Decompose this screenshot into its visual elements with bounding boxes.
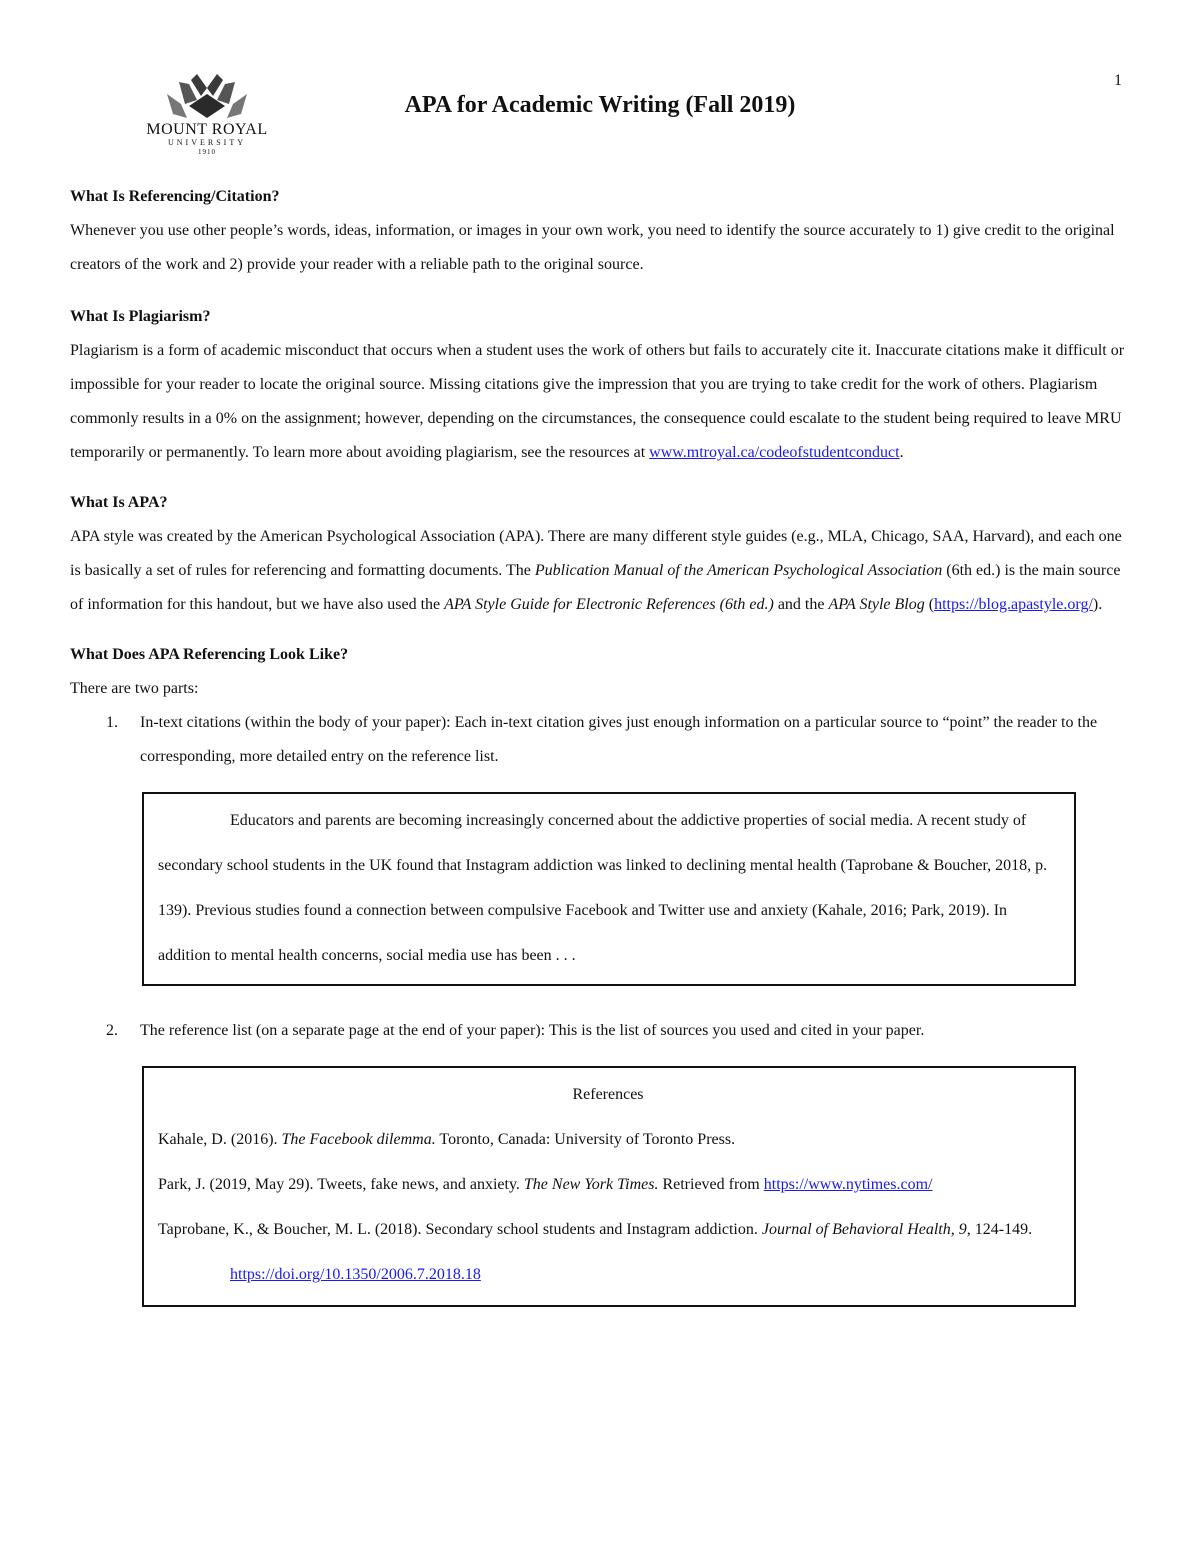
reference-text: Park, J. (2019, May 29). Tweets, fake news, and anxiety. (158, 1176, 520, 1193)
reference-list-box (142, 1066, 1076, 1307)
paragraph-text: and the (777, 596, 825, 613)
journal-title: Journal of Behavioral Health, 9, (761, 1221, 971, 1238)
reference-text: 124-149. (974, 1221, 1033, 1238)
section-heading: What Is APA? (70, 494, 168, 511)
paragraph-end: ). (1092, 596, 1103, 613)
guide-title: APA Style Guide for Electronic References (6th ed.) (444, 596, 774, 613)
newspaper-title: The New York Times. (523, 1176, 659, 1193)
reference-text: Retrieved from (662, 1176, 760, 1193)
example-paragraph: Educators and parents are becoming increasingly concerned about the addictive properties of social media. A recent study of secondary school students in the UK found that Instagram addiction was linked to declining mental health (Taprobane & Boucher, 2018, p. 139). Previous studies found a connection between compulsive Facebook and Twitter use and anxiety (Kahale, 2016; Park, 2019). In addition to mental health concerns, social media use has been . . . (158, 812, 1048, 964)
section-heading: What Is Plagiarism? (70, 308, 211, 325)
apa-blog-link[interactable]: https://blog.apastyle.org/ (934, 596, 1093, 613)
section-paragraph (70, 520, 1134, 622)
logo-year: 1910 (198, 148, 216, 156)
reference-text: Kahale, D. (2016). (158, 1131, 278, 1148)
document-title: APA for Academic Writing (Fall 2019) (404, 92, 796, 118)
section-intro: There are two parts: (70, 680, 199, 697)
list-item-text: The reference list (on a separate page at the end of your paper): This is the list of sources you used and cited in your paper. (140, 1022, 925, 1039)
nytimes-link[interactable]: https://www.nytimes.com/ (763, 1176, 933, 1193)
paragraph-text: Plagiarism is a form of academic misconduct that occurs when a student uses the work of others but fails to accurately cite it. Inaccurate citations make it difficult or impossible for your reader to locate the original source. Missing citations give the impression that you are trying to take credit for the work of others. Plagiarism commonly results in a 0% on the assignment; however, depending on the circumstances, the consequence could escalate to the student being required to leave MRU temporarily or permanently. To learn more about avoiding plagiarism, see the resources at (70, 342, 1125, 461)
list-item (70, 1014, 1134, 1048)
paragraph-text: APA style was created by the American Psychological Association (APA). There are many different style guides (e.g., MLA, Chicago, SAA, Harvard), and each one is basically a set of rules for referencing and formatting documents. The (70, 528, 1122, 579)
logo-subtitle: UNIVERSITY (168, 138, 246, 147)
references-title: References (572, 1086, 644, 1103)
section-referencing (70, 180, 1134, 282)
book-title: The Facebook dilemma. (281, 1131, 436, 1148)
section-apa (70, 486, 1134, 622)
logo-wordmark: MOUNT ROYAL (146, 121, 268, 138)
page-number: 1 (1114, 72, 1122, 89)
reference-text: Taprobane, K., & Boucher, M. L. (2018). Secondary school students and Instagram addiction. (158, 1221, 758, 1238)
section-plagiarism (70, 300, 1134, 470)
section-heading: What Is Referencing/Citation? (70, 188, 280, 205)
document-body (70, 180, 1134, 1323)
parts-list (70, 706, 1134, 774)
mount-royal-logo (142, 74, 272, 164)
in-text-example-box (142, 792, 1076, 986)
section-heading: What Does APA Referencing Look Like? (70, 646, 349, 663)
list-item-text: In-text citations (within the body of your paper): Each in-text citation gives just enough information on a particular source to “point” the reader to the corresponding, more detailed entry on the reference list. (140, 714, 1098, 765)
doi-link[interactable]: https://doi.org/10.1350/2006.7.2018.18 (230, 1266, 481, 1283)
list-number: 1. (106, 714, 118, 731)
section-paragraph (70, 334, 1134, 470)
list-item (70, 706, 1134, 774)
code-of-conduct-link[interactable]: www.mtroyal.ca/codeofstudentconduct (649, 444, 900, 461)
section-paragraph: Whenever you use other people’s words, ideas, information, or images in your own work, you need to identify the source accurately to 1) give credit to the original creators of the work and 2) provide your reader with a reliable path to the original source. (70, 222, 1115, 273)
section-looks-like (70, 638, 1134, 1307)
paragraph-end: . (899, 444, 904, 461)
reference-entry-kahale (158, 1117, 1058, 1162)
manual-title: Publication Manual of the American Psychological Association (534, 562, 943, 579)
reference-entry-taprobane (158, 1207, 1058, 1297)
reference-entry-park (158, 1162, 1058, 1207)
paragraph-text: ( (928, 596, 935, 613)
blog-title: APA Style Blog (828, 596, 925, 613)
list-number: 2. (106, 1022, 118, 1039)
parts-list-continued (70, 1014, 1134, 1048)
reference-text: Toronto, Canada: University of Toronto Press. (439, 1131, 736, 1148)
paragraph-text: (6th ed.) is the main source of information for this handout, but we have also used the (70, 562, 1121, 613)
